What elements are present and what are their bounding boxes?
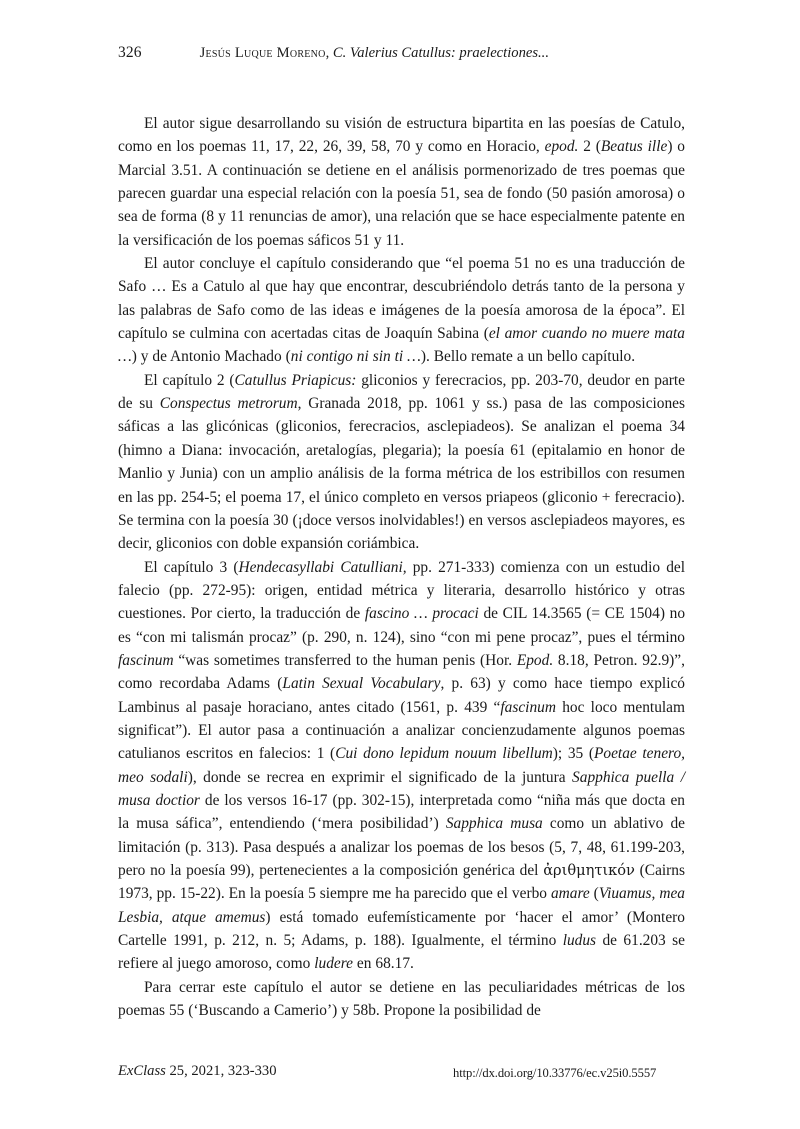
italic-run: ludus bbox=[562, 932, 597, 950]
text-run: gliconios y ferecracios, pp. 203-70, deudor en parte de su bbox=[118, 371, 686, 413]
text-run: , p. 63) y como hace tiempo explicó Lambinus al pasaje horaciano, antes citado (1561, p. 439 “ bbox=[118, 675, 685, 716]
text-run: ) está tomado eufemísticamente por ‘hacer el amor’ (Montero Cartelle 1991, p. 212, n. 5; Adams, p. 188). Igualmente, el término bbox=[118, 908, 685, 950]
text-run: de 61.203 se refiere al juego amoroso, como bbox=[118, 932, 685, 973]
page-footer bbox=[118, 1063, 685, 1083]
italic-run: Sapphica puella / musa doctior bbox=[118, 768, 685, 809]
journal-issue-pages: 25, 2021, 323-330 bbox=[165, 1063, 277, 1079]
page-number: 326 bbox=[118, 44, 142, 61]
text-run: Para cerrar este capítulo el autor se detiene en las peculiaridades métricas de los poemas 55 (‘Buscando a Camerio’) y 58b. Propone la posibilidad de bbox=[118, 978, 685, 1020]
italic-run: epod. bbox=[544, 138, 579, 156]
italic-run: amare bbox=[550, 885, 590, 903]
text-run: , Granada 2018, pp. 1061 y ss.) pasa de las composiciones sáficas a las glicónicas (gliconios, ferecracios, asclepiadeos). Se analizan el poema 34 (himno a Diana: invocación, aretalogías, plegaria); la poesía 61 (epitalamio en honor de Manlio y Junia) con un amplio análisis de la forma métrica de los estribillos con resumen en las pp. 254-5; el poema 17, el único completo en versos priapeos (gliconio + ferecracio). Se termina con la poesía 30 (¡doce versos inolvidables!) en versos asclepiadeos mayores, es decir, gliconios con doble expansión coriámbica. bbox=[118, 395, 686, 553]
text-run: El autor sigue desarrollando su visión de estructura bipartita en las poesías de Catulo, como en los poemas 11, 17, 22, 26, 39, 58, 70 y como en Horacio, bbox=[118, 115, 685, 156]
greek-run: ἀριθμητικόν bbox=[543, 862, 635, 879]
italic-run: Viuamus, mea Lesbia, atque amemus bbox=[118, 885, 685, 926]
text-run: ( bbox=[589, 885, 599, 903]
text-run: (Cairns 1973, pp. 15-22). En la poesía 5 siempre me ha parecido que el verbo bbox=[118, 862, 685, 903]
footer-citation bbox=[118, 1063, 277, 1080]
italic-run: Latin Sexual Vocabulary bbox=[282, 675, 441, 693]
paragraph bbox=[118, 556, 685, 976]
text-run: ); 35 ( bbox=[552, 745, 594, 763]
paragraph bbox=[118, 976, 685, 1023]
italic-run: Cui dono lepidum nouum libellum bbox=[335, 745, 553, 763]
text-run: como un ablativo de limitación (p. 313). Pasa después a analizar los poemas de los besos (5, 7, 48, 61.199-203, pero no la poesía 99), pertenecientes a la composición genérica del bbox=[118, 815, 685, 879]
italic-run: el amor cuando no muere mata … bbox=[118, 325, 685, 366]
text-run: El autor concluye el capítulo considerando que “el poema 51 no es una traducción de Safo … Es a Catulo al que hay que encontrar, descubriéndolo detrás tanto de la persona y las palabras de Safo como de las ideas e imágenes de la poesía amorosa de la época”. El capítulo se culmina con acertadas citas de Joaquín Sabina ( bbox=[118, 255, 685, 343]
italic-run: fascinum bbox=[118, 651, 174, 669]
text-run: de los versos 16-17 (pp. 302-15), interpretada como “niña más que docta en la musa sáfica”, entendiendo (‘mera posibilidad’) bbox=[118, 791, 685, 833]
paragraph bbox=[118, 369, 685, 556]
running-head-work-title: C. Valerius Catullus: praelectiones... bbox=[332, 45, 549, 61]
text-run: pp. 271-333) comienza con un estudio del falecio (pp. 272-95): origen, entidad métrica y literaria, desarrollo histórico y otras cuestiones. Por cierto, la traducción de bbox=[118, 558, 685, 623]
doi-link[interactable]: http://dx.doi.org/10.33776/ec.v25i0.5557 bbox=[453, 1066, 657, 1080]
italic-run: Catullus Priapicus: bbox=[234, 371, 357, 389]
italic-run: Poetae tenero, meo sodali bbox=[118, 745, 685, 786]
italic-run: Epod. bbox=[516, 651, 554, 669]
running-head bbox=[118, 44, 685, 66]
text-run: 8.18, Petron. 92.9)”, como recordaba Adams ( bbox=[118, 651, 685, 693]
text-run: hoc loco mentulam significat”). El autor pasa a continuación a analizar concienzudamente algunos poemas catulianos escritos en falecios: 1 ( bbox=[118, 698, 685, 763]
italic-run: Sapphica musa bbox=[445, 815, 543, 833]
italic-run: Hendecasyllabi Catulliani, bbox=[238, 558, 407, 576]
text-run: El capítulo 2 ( bbox=[144, 371, 235, 389]
italic-run: Beatus ille bbox=[600, 138, 668, 156]
italic-run: ludere bbox=[314, 955, 353, 973]
italic-run: fascinum bbox=[500, 698, 556, 716]
text-run: ). Bello remate a un bello capítulo. bbox=[420, 348, 636, 366]
text-run: “was sometimes transferred to the human penis (Hor. bbox=[173, 651, 517, 669]
text-run: en 68.17. bbox=[352, 955, 414, 973]
text-run: ), donde se recrea en exprimir el significado de la juntura bbox=[187, 768, 573, 786]
text-run: 2 ( bbox=[578, 138, 601, 156]
paragraph bbox=[118, 252, 685, 369]
text-run: de CIL 14.3565 (= CE 1504) no es “con mi talismán procaz” (p. 290, n. 124), sino “con mi pene procaz”, pues el término bbox=[118, 605, 686, 646]
running-head-title bbox=[200, 45, 549, 62]
italic-run: Conspectus metrorum bbox=[159, 395, 298, 413]
body-text-block bbox=[118, 112, 685, 1022]
text-run: El capítulo 3 ( bbox=[144, 558, 239, 576]
text-run: ) y de Antonio Machado ( bbox=[131, 348, 291, 366]
italic-run: ni contigo ni sin ti … bbox=[290, 348, 421, 366]
running-head-separator: , bbox=[325, 45, 333, 61]
italic-run: fascino … procaci bbox=[364, 605, 479, 623]
text-run: ) o Marcial 3.51. A continuación se detiene en el análisis pormenorizado de tres poemas que parecen guardar una especial relación con la poesía 51, sea de fondo (50 pasión amorosa) o sea de forma (8 y 11 renuncias de amor), una relación que se hace especialmente patente en la versificación de los poemas sáficos 51 y 11. bbox=[118, 138, 685, 249]
paragraph bbox=[118, 112, 685, 252]
running-head-author: Jesús Luque Moreno bbox=[199, 45, 326, 61]
journal-name: ExClass bbox=[118, 1063, 166, 1079]
